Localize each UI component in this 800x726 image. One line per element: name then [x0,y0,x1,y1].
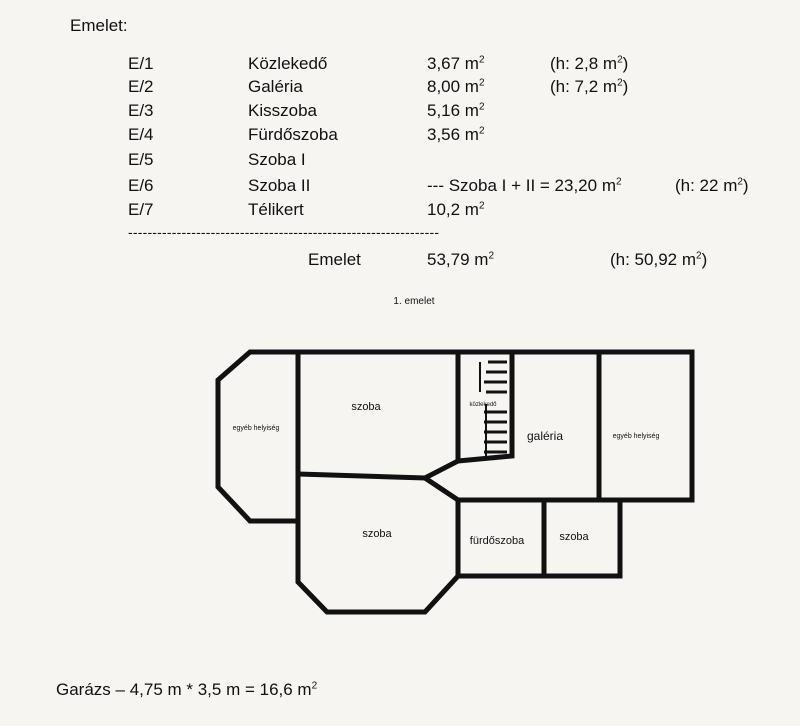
room-code: E/6 [128,176,154,195]
room-name: Kisszoba [248,101,317,120]
room-name: Szoba II [248,176,311,195]
wall-outer [250,352,692,612]
wall-szoba-top [298,352,458,478]
plan-title: 1. emelet [393,296,435,307]
room-code: E/5 [128,150,154,169]
room-label-szoba-top: szoba [351,401,381,413]
room-label-furdoszoba: fürdőszoba [469,535,525,547]
room-label-szoba-small: szoba [559,531,589,543]
room-name: Fürdőszoba [248,125,338,144]
room-area: 3,56 $m^2$ [427,125,485,144]
room-area: 10,2 $m^2$ [427,200,485,219]
wall-outlines [218,352,692,612]
room-label-szoba-bottom: szoba [362,528,392,540]
total-note: (h: 50,92 $m^2$) [610,250,708,269]
room-name: Közlekedő [248,54,328,73]
garage-line: Garázs – 4,75 m * 3,5 m = 16,6 $m^2$ [56,680,318,699]
room-code: E/7 [128,200,154,219]
room-area: 3,67 $m^2$ [427,54,485,73]
room-area: 8,00 $m^2$ [427,77,485,96]
room-code: E/4 [128,125,154,144]
room-label-kozlekedo: közlekedő [469,402,497,408]
divider-line: ---------------------------------------------------------------- [128,224,440,240]
room-code: E/3 [128,101,154,120]
wall-left-room [218,352,298,521]
room-name: Szoba I [248,150,306,169]
room-name: Galéria [248,77,303,96]
room-note: (h: 22 $m^2$) [675,176,749,195]
room-note: (h: 2,8 $m^2$) [550,54,629,73]
total-label: Emelet [308,250,361,269]
room-name: Télikert [248,200,304,219]
total-area: 53,79 $m^2$ [427,250,494,269]
room-area: --- Szoba I + II = 23,20 $m^2$ [427,176,622,195]
room-area: 5,16 $m^2$ [427,101,485,120]
room-label-egyeb-right: egyéb helyiség [612,433,660,440]
room-code: E/2 [128,77,154,96]
wall-diagonal [425,478,620,500]
room-label-galeria: galéria [526,429,564,443]
room-note: (h: 7,2 $m^2$) [550,77,629,96]
page-heading: Emelet: [70,16,128,35]
room-label-egyeb-left: egyéb helyiség [232,425,280,432]
stairs-icon [480,362,507,456]
room-code: E/1 [128,54,154,73]
